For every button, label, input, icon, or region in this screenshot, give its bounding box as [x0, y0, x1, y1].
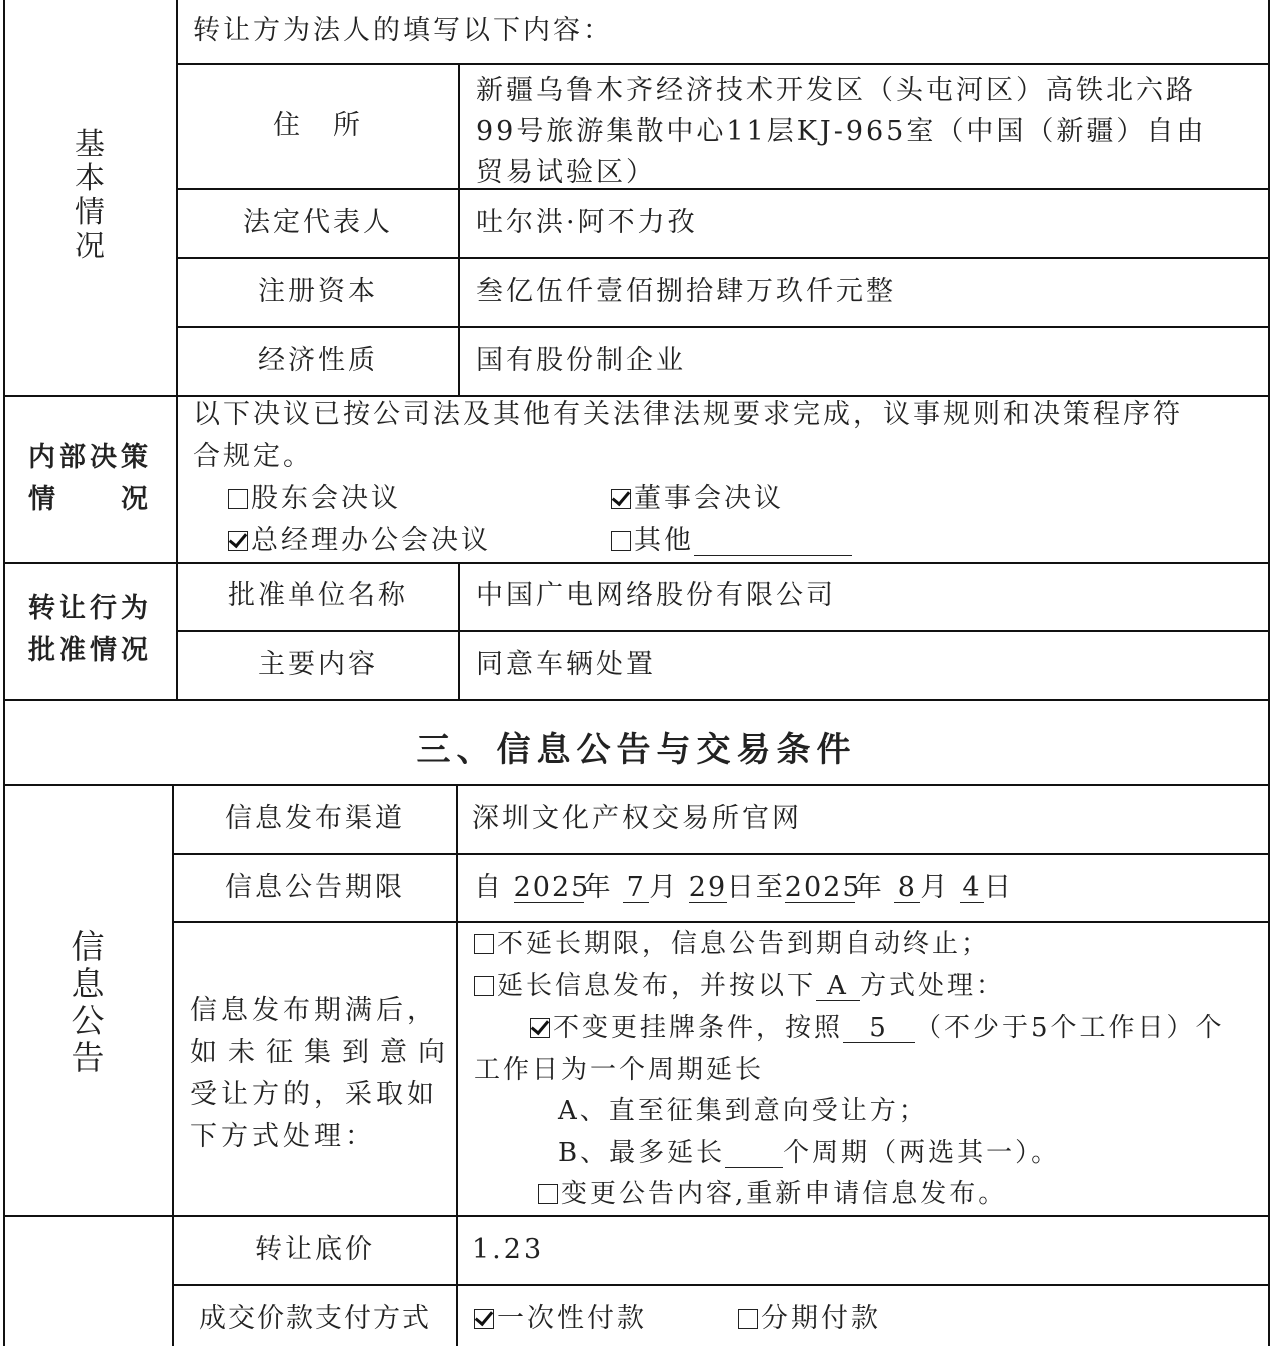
expiry-option-keep-line2: 工作日为一个周期延长: [474, 1055, 765, 1085]
cycle-days-value[interactable]: 5: [843, 1014, 915, 1043]
option-label: 其他: [634, 525, 694, 556]
expiry-label-line: 信息发布期满后，: [190, 995, 438, 1026]
notice-side-label: 信息公告: [71, 927, 105, 1077]
address-label: 住 所: [273, 110, 363, 141]
other-resolution-option[interactable]: [611, 526, 852, 556]
reserve-price-label: 转让底价: [255, 1234, 375, 1265]
expiry-option-change[interactable]: [538, 1173, 1007, 1215]
approval-side-label-2: 批准情况: [28, 635, 152, 666]
option-label: B、最多延长: [558, 1138, 726, 1168]
table-divider: [3, 562, 1270, 564]
expiry-option-a: A、直至征集到意向受让方；: [558, 1096, 928, 1126]
table-divider: [176, 63, 1270, 65]
internal-decision-side-label-2: 情 况: [28, 484, 152, 515]
other-blank-line[interactable]: [694, 527, 852, 556]
gm-office-resolution-option[interactable]: [228, 526, 491, 556]
extend-method-value[interactable]: A: [816, 972, 860, 1001]
start-day[interactable]: 29: [688, 872, 728, 903]
table-divider: [3, 699, 1270, 701]
channel-label: 信息发布渠道: [225, 803, 405, 834]
channel-value: 深圳文化产权交易所官网: [472, 803, 802, 834]
payment-lump-sum-option[interactable]: [474, 1304, 647, 1334]
option-label: 一次性付款: [497, 1303, 647, 1334]
table-divider: [456, 784, 458, 1346]
option-label: 方式处理：: [860, 971, 1006, 1001]
approval-content-label: 主要内容: [258, 649, 378, 680]
year-unit: 年: [583, 872, 613, 903]
checkbox-checked-icon[interactable]: [474, 1309, 494, 1329]
option-label: 延长信息发布，并按以下: [497, 971, 817, 1001]
expiry-label: [190, 990, 456, 1158]
option-label: 不变更挂牌条件，按照: [553, 1013, 844, 1043]
period-label: 信息公告期限: [225, 872, 405, 903]
legal-rep-label: 法定代表人: [243, 207, 393, 238]
option-label: 董事会决议: [634, 483, 784, 514]
table-divider: [172, 853, 1270, 855]
expiry-option-keep-conditions[interactable]: [530, 1007, 1225, 1049]
address-value: [476, 70, 1206, 193]
checkbox-icon[interactable]: [228, 489, 248, 509]
registered-capital-value: 叁亿伍仟壹佰捌拾肆万玖仟元整: [476, 276, 896, 307]
table-divider: [176, 257, 1270, 259]
internal-decision-side-label-1: 内部决策: [28, 442, 152, 473]
economic-nature-value: 国有股份制企业: [476, 345, 686, 376]
option-label: 股东会决议: [251, 483, 401, 514]
address-line-2: 99号旅游集散中心11层KJ-965室（中国（新疆）自由: [476, 116, 1207, 147]
checkbox-icon[interactable]: [611, 531, 631, 551]
expiry-option-b: [558, 1132, 1060, 1174]
period-from: 自: [474, 872, 503, 903]
basic-info-side-label: 基本情况: [75, 127, 105, 264]
shareholder-resolution-option[interactable]: [228, 484, 401, 514]
internal-decision-text-1: 以下决议已按公司法及其他有关法律法规要求完成，议事规则和决策程序符: [193, 399, 1183, 430]
expiry-label-line: 受让方的，采取如: [190, 1079, 438, 1110]
option-label: 个周期（两选其一）。: [783, 1138, 1061, 1168]
registered-capital-label: 注册资本: [258, 276, 378, 307]
checkbox-checked-icon[interactable]: [611, 489, 631, 509]
table-divider: [3, 784, 1270, 786]
board-resolution-option[interactable]: [611, 484, 784, 514]
checkbox-checked-icon[interactable]: [530, 1018, 550, 1038]
payment-installment-option[interactable]: [738, 1304, 881, 1334]
option-label: 变更公告内容,重新申请信息发布。: [561, 1179, 1008, 1209]
approval-unit-value: 中国广电网络股份有限公司: [476, 580, 836, 611]
checkbox-checked-icon[interactable]: [228, 531, 248, 551]
period-value: [474, 873, 1013, 903]
month-unit: 月: [920, 872, 950, 903]
checkbox-icon[interactable]: [474, 934, 494, 954]
day-unit: 日: [983, 872, 1013, 903]
section-3-title: 三、信息公告与交易条件: [416, 730, 857, 770]
option-label: 不延长期限，信息公告到期自动终止；: [497, 929, 991, 959]
option-label: 分期付款: [761, 1303, 881, 1334]
approval-unit-label: 批准单位名称: [228, 580, 408, 611]
option-label: 总经理办公会决议: [251, 525, 491, 556]
end-day[interactable]: 4: [960, 874, 984, 903]
internal-decision-text-2: 合规定。: [193, 441, 313, 472]
table-divider: [176, 630, 1270, 632]
table-divider: [458, 63, 460, 396]
year-unit: 年: [854, 872, 884, 903]
address-line-1: 新疆乌鲁木齐经济技术开发区（头屯河区）高铁北六路: [476, 75, 1196, 106]
end-month[interactable]: 8: [894, 874, 920, 903]
day-to: 日至: [726, 872, 785, 903]
table-border-right: [1268, 0, 1270, 1346]
table-divider: [3, 1215, 1270, 1217]
checkbox-icon[interactable]: [474, 976, 494, 996]
month-unit: 月: [649, 872, 679, 903]
legal-person-intro: 转让方为法人的填写以下内容：: [193, 15, 613, 46]
approval-content-value: 同意车辆处置: [476, 649, 656, 680]
table-border-left: [3, 0, 5, 1346]
max-cycles-blank[interactable]: [725, 1139, 783, 1168]
economic-nature-label: 经济性质: [258, 345, 378, 376]
start-year[interactable]: 2025: [513, 872, 591, 903]
payment-method-label: 成交价款支付方式: [199, 1303, 431, 1334]
table-divider: [176, 326, 1270, 328]
option-label: （不少于5个工作日）个: [915, 1013, 1225, 1043]
approval-side-label-1: 转让行为: [28, 593, 152, 624]
expiry-option-extend[interactable]: [474, 965, 1005, 1007]
checkbox-icon[interactable]: [738, 1309, 758, 1329]
end-year[interactable]: 2025: [784, 872, 862, 903]
expiry-option-no-extend[interactable]: [474, 923, 990, 965]
expiry-label-line: 下方式处理：: [190, 1121, 376, 1152]
legal-rep-value: 吐尔洪·阿不力孜: [476, 207, 698, 238]
start-month[interactable]: 7: [623, 874, 649, 903]
table-divider: [3, 395, 1270, 397]
reserve-price-value: 1.23: [472, 1234, 545, 1265]
expiry-label-line: 如未征集到意向: [190, 1037, 456, 1068]
checkbox-icon[interactable]: [538, 1184, 558, 1204]
address-line-3: 贸易试验区）: [476, 157, 656, 188]
table-divider: [172, 1284, 1270, 1286]
